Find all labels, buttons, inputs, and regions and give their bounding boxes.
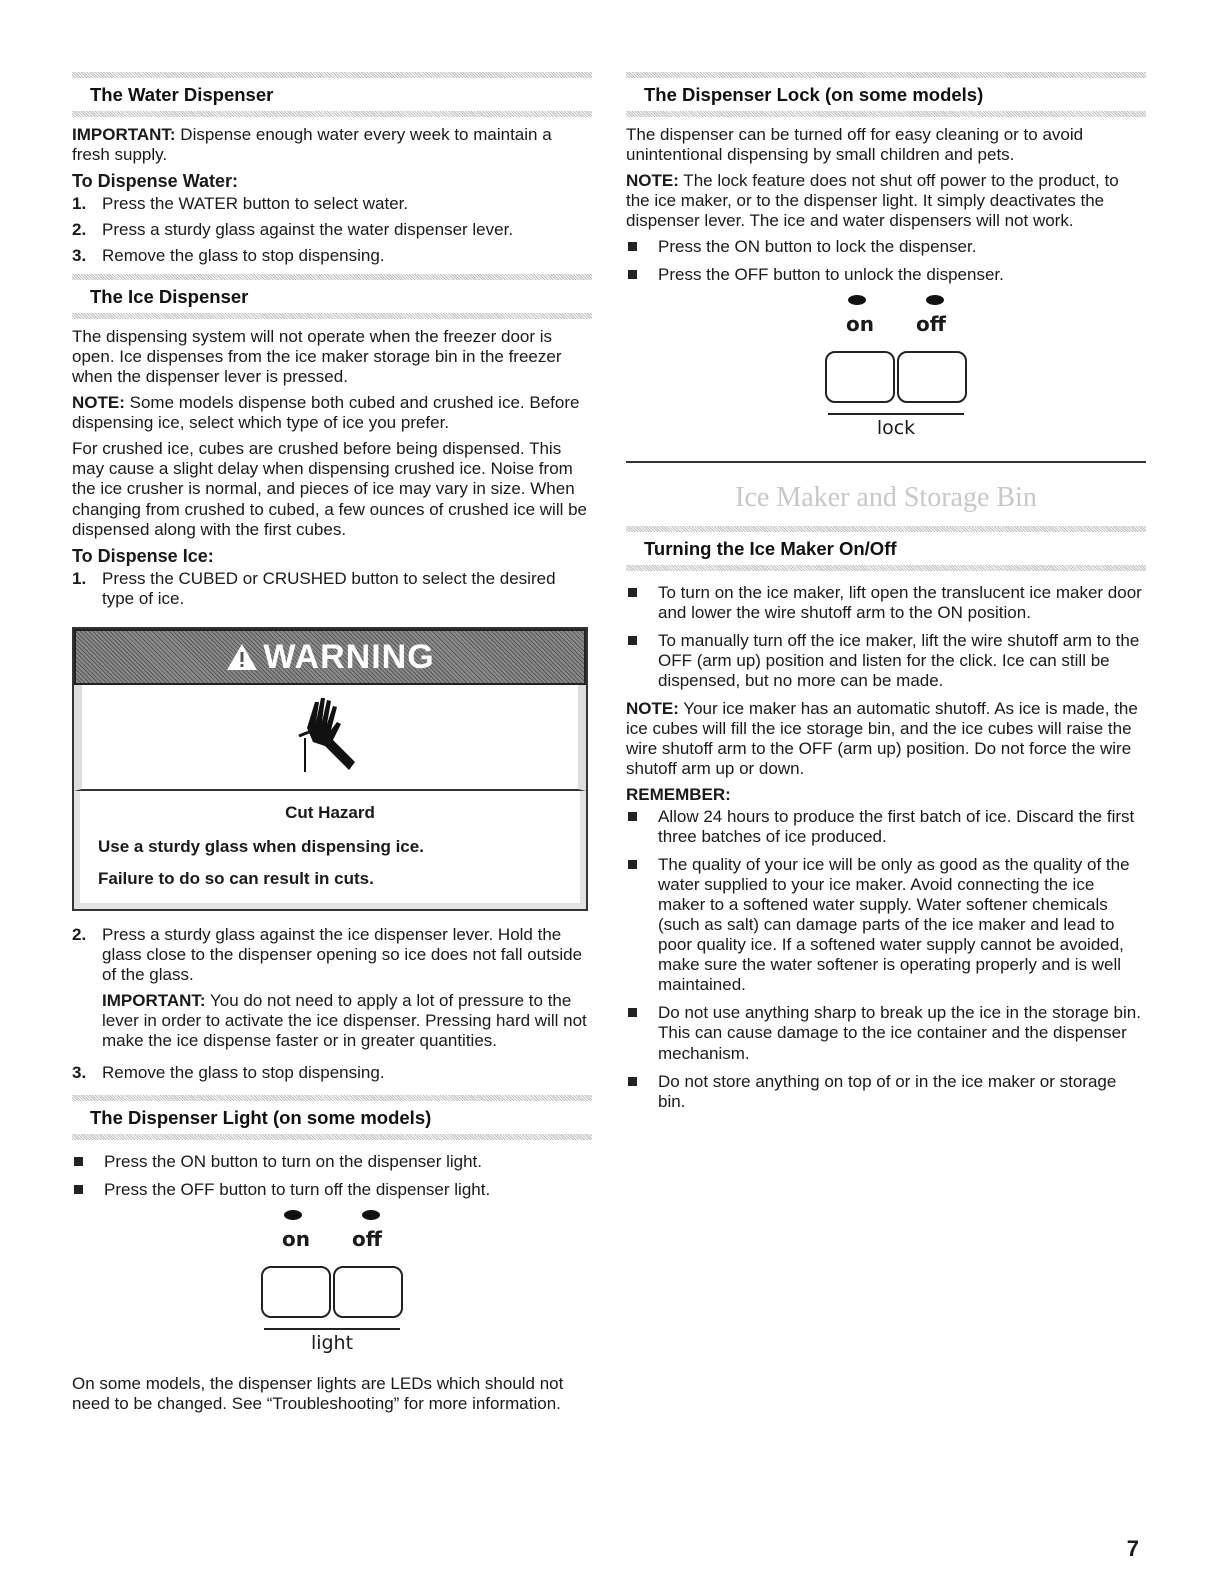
- bullet-text: Do not use anything sharp to break up the ice in the storage bin. This can cause damage to the ice container and the dispenser mechanism.: [658, 1003, 1141, 1063]
- list-item: [72, 1152, 592, 1172]
- list-item: [72, 1063, 592, 1083]
- on-button-icon: [261, 1266, 331, 1318]
- to-dispense-water-subhead: To Dispense Water:: [72, 170, 239, 191]
- off-label: off: [916, 312, 946, 337]
- list-item: [626, 237, 1146, 257]
- list-item: [626, 1003, 1146, 1063]
- diagram-underline: [264, 1328, 400, 1330]
- bullet-text: Do not store anything on top of or in the ice maker or storage bin.: [658, 1071, 1117, 1111]
- warning-line-1: Use a sturdy glass when dispensing ice.: [98, 836, 424, 856]
- warning-box: [72, 627, 588, 911]
- list-item: [72, 246, 592, 266]
- step-text: Press the WATER button to select water.: [102, 194, 409, 214]
- dispenser-lock-section: [626, 72, 1146, 439]
- dispenser-light-heading: The Dispenser Light (on some models): [90, 1107, 432, 1129]
- step-number: 2.: [72, 925, 87, 945]
- water-dispenser-heading: The Water Dispenser: [90, 84, 274, 105]
- list-item: [72, 569, 592, 609]
- lock-note-paragraph: [626, 171, 1146, 231]
- bullet-square-icon: [626, 631, 658, 691]
- bullet-square-icon: [626, 583, 658, 623]
- step-important: [102, 991, 592, 1051]
- warning-line-2: Failure to do so can result in cuts.: [98, 869, 374, 889]
- on-off-labels: [796, 313, 996, 337]
- step-number: 3.: [72, 246, 87, 266]
- bullet-square-icon: [626, 237, 658, 257]
- ice-intro-paragraph: The dispensing system will not operate when the freezer door is open. Ice dispenses from the ice maker storage bin in the freezer when the dispenser lever is pressed.: [72, 327, 562, 387]
- note-text: Some models dispense both cubed and crushed ice. Before dispensing ice, select which type of ice you prefer.: [72, 393, 580, 433]
- page-number: 7: [1126, 1536, 1139, 1561]
- important-text: Dispense enough water every week to maintain a fresh supply.: [72, 124, 552, 164]
- step-content: [102, 925, 592, 1057]
- bullet-square-icon: [626, 265, 658, 285]
- remember-subhead: REMEMBER:: [626, 784, 731, 804]
- off-button-icon: [897, 351, 967, 403]
- buttons-illustration: [232, 1266, 432, 1318]
- bullet-square-icon: [626, 1003, 658, 1063]
- left-column: [72, 72, 592, 1420]
- dispenser-lock-heading: The Dispenser Lock (on some models): [644, 84, 984, 105]
- right-column: [626, 72, 1146, 1120]
- led-footer-paragraph: On some models, the dispenser lights are LEDs which should not need to be changed. See “Troubleshooting” for more information.: [72, 1374, 564, 1414]
- list-item: [626, 583, 1146, 623]
- bullet-text: To manually turn off the ice maker, lift the wire shutoff arm to the OFF (arm up) position and listen for the click. Ice can still be dispensed, but no more can be made.: [658, 630, 1140, 690]
- on-indicator-icon: [284, 1210, 302, 1220]
- crushed-ice-paragraph: For crushed ice, cubes are crushed before being dispensed. This may cause a slight delay when dispensing crushed ice. Noise from the ice crusher is normal, and pieces of ice may vary in size. When changing from crushed to cubed, a few ounces of crushed ice will be dispensed along with the first cubes.: [72, 439, 588, 539]
- off-indicator-icon: [362, 1210, 380, 1220]
- bullet-square-icon: [72, 1152, 104, 1172]
- list-item: [72, 925, 592, 1057]
- off-button-icon: [333, 1266, 403, 1318]
- alert-triangle-icon: [225, 642, 259, 672]
- lock-caption: lock: [876, 416, 916, 439]
- ice-maker-section-title: Ice Maker and Storage Bin: [735, 481, 1037, 513]
- off-indicator-icon: [926, 295, 944, 305]
- lock-button-diagram: [796, 295, 996, 439]
- list-item: [72, 220, 592, 240]
- dispenser-light-section: [72, 1095, 592, 1414]
- water-dispenser-section: [72, 72, 592, 266]
- important-text: You do not need to apply a lot of pressure to the lever in order to activate the ice dispenser. Pressing hard will not make the ice dispense faster or in greater quantities.: [102, 991, 587, 1051]
- step-number: 1.: [72, 194, 87, 214]
- important-label: IMPORTANT:: [102, 991, 206, 1011]
- bullet-text: Press the OFF button to turn off the dispenser light.: [104, 1180, 491, 1200]
- step-text: Remove the glass to stop dispensing.: [102, 1063, 385, 1083]
- bullet-text: Press the ON button to lock the dispenser.: [658, 237, 977, 257]
- water-important-paragraph: [72, 125, 592, 165]
- bullet-text: Press the ON button to turn on the dispenser light.: [104, 1152, 482, 1172]
- note-label: NOTE:: [626, 170, 679, 190]
- off-label: off: [352, 1227, 382, 1252]
- step-number: 1.: [72, 568, 87, 588]
- hazard-icon-area: [74, 685, 586, 791]
- water-steps-list: [72, 194, 592, 266]
- bullet-text: Press the OFF button to unlock the dispenser.: [658, 265, 1004, 285]
- bullet-square-icon: [626, 1072, 658, 1112]
- bullet-text: To turn on the ice maker, lift open the translucent ice maker door and lower the wire shutoff arm to the ON position.: [658, 582, 1142, 622]
- buttons-illustration: [796, 351, 996, 403]
- indicator-dots: [232, 1210, 432, 1220]
- bullet-square-icon: [72, 1180, 104, 1200]
- step-text: Press a sturdy glass against the ice dispenser lever. Hold the glass close to the dispenser opening so ice does not fall outside of the glass.: [102, 925, 583, 985]
- note-text: Your ice maker has an automatic shutoff. As ice is made, the ice cubes will fill the ice storage bin, and the ice cubes will raise the wire shutoff arm to the OFF (arm up) position. Do not force the wire shutoff arm up or down.: [626, 698, 1138, 778]
- note-text: The lock feature does not shut off power to the product, to the ice maker, or to the dispenser light. It simply deactivates the dispenser lever. The ice and water dispensers will not work.: [626, 170, 1119, 231]
- list-item: [626, 855, 1146, 995]
- light-caption: light: [310, 1331, 354, 1354]
- warning-title: WARNING: [263, 637, 435, 676]
- bullet-square-icon: [626, 807, 658, 847]
- ice-dispenser-section: [72, 274, 592, 1083]
- bullet-text: The quality of your ice will be only as good as the quality of the water supplied to your ice maker. Avoid connecting the ice maker to a softened water supply. Water softener chemicals (such as salt) can damage parts of the ice maker and lead to poor quality ice. If a softened water supply cannot be avoided, make sure the water softener is operating properly and is well maintained.: [658, 855, 1130, 995]
- light-button-diagram: [232, 1210, 432, 1354]
- list-item: [626, 631, 1146, 691]
- ice-maker-heading: Turning the Ice Maker On/Off: [644, 537, 897, 559]
- list-item: [626, 807, 1146, 847]
- on-label: on: [846, 312, 875, 337]
- on-off-labels: [232, 1228, 432, 1252]
- bullet-square-icon: [626, 855, 658, 995]
- warning-header: [74, 629, 586, 685]
- step-text: Press the CUBED or CRUSHED button to select the desired type of ice.: [102, 568, 556, 608]
- ice-dispenser-heading: The Ice Dispenser: [90, 286, 249, 308]
- step-number: 3.: [72, 1063, 87, 1083]
- on-button-icon: [825, 351, 895, 403]
- bullet-text: Allow 24 hours to produce the first batch of ice. Discard the first three batches of ice produced.: [658, 806, 1135, 847]
- list-item: [626, 1072, 1146, 1112]
- to-dispense-ice-subhead: To Dispense Ice:: [72, 545, 214, 566]
- important-label: IMPORTANT:: [72, 124, 176, 144]
- list-item: [72, 1180, 592, 1200]
- ice-maker-section: [626, 526, 1146, 1112]
- indicator-dots: [796, 295, 996, 305]
- step-text: Press a sturdy glass against the water dispenser lever.: [102, 220, 514, 240]
- note-label: NOTE:: [626, 698, 679, 718]
- note-label: NOTE:: [72, 393, 125, 413]
- list-item: [72, 194, 592, 214]
- diagram-underline: [828, 413, 964, 415]
- ice-note-paragraph: [72, 393, 592, 433]
- lock-intro-paragraph: The dispenser can be turned off for easy cleaning or to avoid unintentional dispensing by small children and pets.: [626, 124, 1084, 164]
- ice-maker-note-paragraph: [626, 699, 1146, 779]
- step-number: 2.: [72, 220, 87, 240]
- on-indicator-icon: [848, 295, 866, 305]
- warning-body: [74, 791, 586, 909]
- cut-hand-icon: [285, 692, 375, 782]
- hazard-title: Cut Hazard: [285, 802, 375, 822]
- list-item: [626, 265, 1146, 285]
- on-label: on: [282, 1227, 311, 1252]
- step-text: Remove the glass to stop dispensing.: [102, 246, 385, 266]
- section-divider: [626, 461, 1146, 463]
